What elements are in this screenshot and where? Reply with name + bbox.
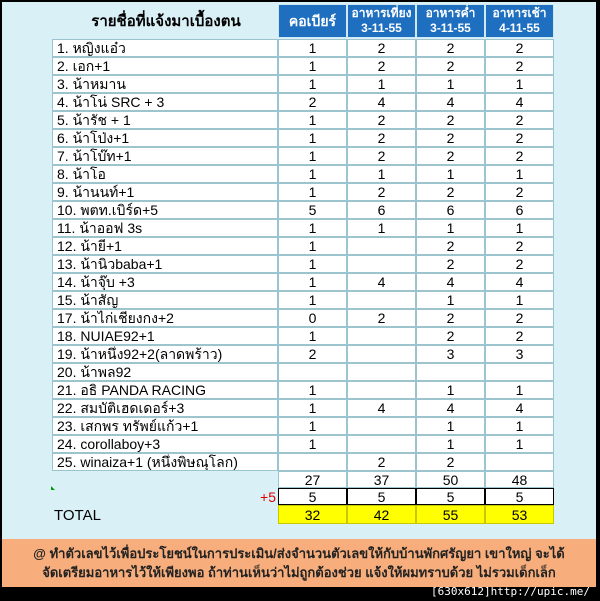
attendee-count: 0 bbox=[278, 309, 347, 327]
column-header bbox=[347, 4, 416, 38]
attendee-count: 2 bbox=[416, 129, 485, 147]
column-header bbox=[278, 4, 347, 38]
attendee-count: 2 bbox=[278, 93, 347, 111]
attendee-name: 21. อธิ PANDA RACING bbox=[52, 381, 278, 399]
attendee-count bbox=[278, 363, 347, 381]
attendee-count: 2 bbox=[485, 111, 554, 129]
attendee-count: 2 bbox=[485, 309, 554, 327]
attendee-count: 4 bbox=[485, 273, 554, 291]
attendee-name: 13. น้านิวbaba+1 bbox=[52, 255, 278, 273]
column-header-line: 4-11-55 bbox=[499, 21, 540, 35]
attendee-count: 2 bbox=[485, 237, 554, 255]
sheet-title: รายชื่อที่แจ้งมาเบื้องตน bbox=[91, 13, 241, 30]
attendee-name: 15. น้าสัญ bbox=[52, 291, 278, 309]
attendee-count bbox=[347, 435, 416, 453]
attendee-count: 4 bbox=[416, 273, 485, 291]
attendee-count: 1 bbox=[278, 57, 347, 75]
attendee-count: 1 bbox=[278, 327, 347, 345]
attendee-count: 1 bbox=[278, 75, 347, 93]
attendee-count: 3 bbox=[485, 345, 554, 363]
attendee-count: 2 bbox=[416, 237, 485, 255]
attendee-count: 1 bbox=[278, 147, 347, 165]
attendee-count: 1 bbox=[347, 165, 416, 183]
attendee-name: 2. เอก+1 bbox=[52, 57, 278, 75]
subtotal-cell: 27 bbox=[278, 471, 347, 488]
attendee-count bbox=[347, 255, 416, 273]
plus-cell: 5 bbox=[485, 488, 554, 505]
attendee-name: 7. น้าโบ๊ท+1 bbox=[52, 147, 278, 165]
watermark: [630x612]http://upic.me/ bbox=[431, 585, 590, 598]
attendee-name: 8. น้าโอ bbox=[52, 165, 278, 183]
attendee-count: 1 bbox=[416, 75, 485, 93]
subtotal-cell: 37 bbox=[347, 471, 416, 488]
attendee-count: 2 bbox=[416, 183, 485, 201]
attendee-name: 12. น้ายี+1 bbox=[52, 237, 278, 255]
attendee-name: 22. สมบัติเฮดเดอร์+3 bbox=[52, 399, 278, 417]
attendee-count: 1 bbox=[347, 75, 416, 93]
attendee-count: 2 bbox=[347, 111, 416, 129]
plus-row-label: +5 bbox=[260, 489, 276, 505]
attendee-name: 24. corollaboy+3 bbox=[52, 435, 278, 453]
attendee-count: 2 bbox=[347, 39, 416, 57]
attendee-count: 2 bbox=[485, 327, 554, 345]
attendee-count: 1 bbox=[278, 219, 347, 237]
column-header bbox=[416, 4, 485, 38]
cell-comment-marker bbox=[51, 486, 55, 490]
attendee-count: 1 bbox=[485, 219, 554, 237]
attendee-name: 4. น้าโน่ SRC + 3 bbox=[52, 93, 278, 111]
attendee-count: 4 bbox=[347, 93, 416, 111]
attendee-count: 1 bbox=[485, 435, 554, 453]
column-header-line: อาหารค่ำ bbox=[425, 6, 476, 20]
attendee-count: 1 bbox=[485, 75, 554, 93]
attendee-count: 4 bbox=[485, 93, 554, 111]
attendee-count: 2 bbox=[416, 453, 485, 471]
attendee-count: 4 bbox=[485, 399, 554, 417]
attendee-count: 2 bbox=[278, 345, 347, 363]
attendee-count bbox=[347, 381, 416, 399]
column-header-line: 3-11-55 bbox=[361, 21, 402, 35]
attendee-count: 1 bbox=[278, 39, 347, 57]
attendee-count bbox=[485, 453, 554, 471]
column-header-line: คอเบียร์ bbox=[288, 12, 337, 29]
note-banner bbox=[2, 539, 596, 587]
attendee-count: 5 bbox=[278, 201, 347, 219]
note-line-1: @ ทำตัวเลขไว้เพื่อประโยชน์ในการประเมิน/ส่งจำนวนตัวเลขให้กับบ้านพักศรัญยา เขาใหญ่ จะได้ bbox=[33, 546, 565, 561]
attendee-name: 1. หญิงแอ๋ว bbox=[52, 39, 278, 57]
attendee-count: 1 bbox=[416, 435, 485, 453]
attendee-count: 2 bbox=[416, 57, 485, 75]
attendee-name: 23. เสกพร ทรัพย์แก้ว+1 bbox=[52, 417, 278, 435]
column-header-line: อาหารเช้า bbox=[492, 6, 547, 20]
attendee-count: 6 bbox=[347, 201, 416, 219]
subtotal-cell: 48 bbox=[485, 471, 554, 488]
attendee-count: 1 bbox=[347, 219, 416, 237]
attendee-count: 1 bbox=[416, 219, 485, 237]
column-header-line: 3-11-55 bbox=[430, 21, 471, 35]
attendee-count bbox=[347, 327, 416, 345]
attendee-count: 1 bbox=[278, 129, 347, 147]
attendee-count bbox=[347, 363, 416, 381]
attendee-count bbox=[416, 363, 485, 381]
attendee-count: 2 bbox=[485, 183, 554, 201]
attendee-count: 1 bbox=[416, 381, 485, 399]
attendee-count bbox=[347, 237, 416, 255]
total-cell: 42 bbox=[347, 505, 416, 524]
attendee-count: 1 bbox=[278, 183, 347, 201]
attendee-count bbox=[347, 417, 416, 435]
attendee-count: 2 bbox=[416, 255, 485, 273]
attendee-count: 4 bbox=[347, 399, 416, 417]
attendee-count: 2 bbox=[485, 39, 554, 57]
attendee-name: 17. น้าไก่เชียงกง+2 bbox=[52, 309, 278, 327]
attendee-count: 1 bbox=[416, 417, 485, 435]
attendee-name: 20. น้าพล92 bbox=[52, 363, 278, 381]
attendee-count: 2 bbox=[347, 309, 416, 327]
attendee-count: 1 bbox=[278, 399, 347, 417]
attendee-count: 1 bbox=[485, 165, 554, 183]
plus-cell: 5 bbox=[347, 488, 416, 505]
attendee-name: 9. น้านนท์+1 bbox=[52, 183, 278, 201]
attendee-count: 1 bbox=[278, 435, 347, 453]
attendee-count: 2 bbox=[416, 147, 485, 165]
attendee-count: 2 bbox=[485, 129, 554, 147]
attendee-count: 1 bbox=[485, 381, 554, 399]
attendee-count: 6 bbox=[416, 201, 485, 219]
attendee-count: 1 bbox=[278, 381, 347, 399]
total-label: TOTAL bbox=[54, 507, 101, 524]
attendee-count: 1 bbox=[278, 255, 347, 273]
subtotal-cell: 50 bbox=[416, 471, 485, 488]
attendee-count: 2 bbox=[416, 309, 485, 327]
attendee-count: 1 bbox=[278, 417, 347, 435]
attendee-name: 11. น้าออฟ 3s bbox=[52, 219, 278, 237]
plus-cell: 5 bbox=[278, 488, 347, 505]
attendee-count: 2 bbox=[485, 255, 554, 273]
footer-bar bbox=[2, 587, 596, 601]
column-header-line: อาหารเที่ยง bbox=[351, 6, 412, 20]
attendee-count: 2 bbox=[347, 183, 416, 201]
attendee-count: 3 bbox=[416, 345, 485, 363]
attendee-count: 1 bbox=[485, 417, 554, 435]
attendee-count: 1 bbox=[278, 273, 347, 291]
spreadsheet bbox=[2, 2, 596, 539]
attendee-name: 19. น้าหนึ่ง92+2(ลาดพร้าว) bbox=[52, 345, 278, 363]
attendee-count: 2 bbox=[416, 111, 485, 129]
attendee-count: 1 bbox=[278, 291, 347, 309]
attendee-count: 2 bbox=[347, 57, 416, 75]
attendee-name: 18. NUIAE92+1 bbox=[52, 327, 278, 345]
attendee-count: 2 bbox=[485, 147, 554, 165]
attendee-count: 1 bbox=[278, 111, 347, 129]
total-cell: 53 bbox=[485, 505, 554, 524]
attendee-name: 5. น้ารัช + 1 bbox=[52, 111, 278, 129]
plus-cell: 5 bbox=[416, 488, 485, 505]
attendee-count: 4 bbox=[416, 93, 485, 111]
attendee-count bbox=[347, 291, 416, 309]
attendee-count: 1 bbox=[278, 237, 347, 255]
attendee-count bbox=[485, 363, 554, 381]
attendee-count: 2 bbox=[485, 57, 554, 75]
attendee-count: 1 bbox=[416, 291, 485, 309]
total-cell: 55 bbox=[416, 505, 485, 524]
attendee-count bbox=[278, 453, 347, 471]
attendee-name: 25. winaiza+1 (หนึ่งพิษณุโลก) bbox=[52, 453, 278, 471]
attendee-count: 1 bbox=[485, 291, 554, 309]
attendee-count bbox=[347, 345, 416, 363]
attendee-count: 2 bbox=[416, 39, 485, 57]
attendee-count: 4 bbox=[347, 273, 416, 291]
attendee-name: 10. พตท.เบิร์ด+5 bbox=[52, 201, 278, 219]
attendee-count: 2 bbox=[347, 147, 416, 165]
attendee-count: 2 bbox=[347, 129, 416, 147]
attendee-count: 1 bbox=[278, 165, 347, 183]
attendee-count: 4 bbox=[416, 399, 485, 417]
attendee-name: 14. น้าจุ๊บ +3 bbox=[52, 273, 278, 291]
attendee-name: 6. น้าโป่ง+1 bbox=[52, 129, 278, 147]
total-cell: 32 bbox=[278, 505, 347, 524]
column-header bbox=[485, 4, 554, 38]
attendee-name: 3. น้าหมาน bbox=[52, 75, 278, 93]
attendee-count: 2 bbox=[416, 327, 485, 345]
note-line-2: จัดเตรียมอาหารไว้ให้เพียงพอ ถ้าท่านเห็นว่าไม่ถูกต้องช่วย แจ้งให้ผมทราบด้วย ไม่รวมเด็กเล็ก bbox=[42, 565, 556, 580]
attendee-count: 6 bbox=[485, 201, 554, 219]
attendee-count: 1 bbox=[416, 165, 485, 183]
attendee-count: 2 bbox=[347, 453, 416, 471]
